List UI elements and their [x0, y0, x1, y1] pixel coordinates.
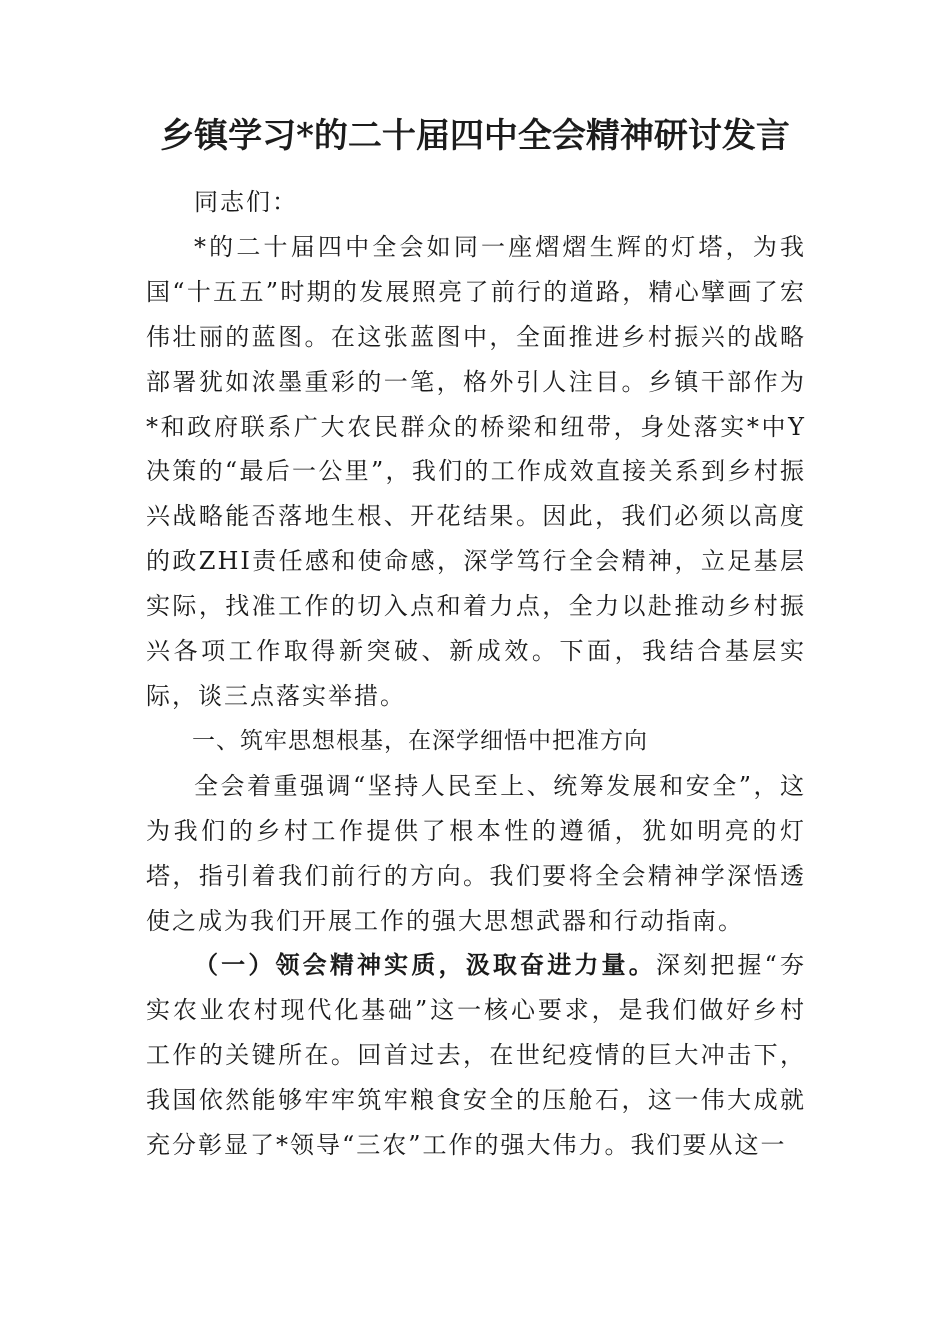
- subsection-1-text: 深刻把握“夯实农业农村现代化基础”这一核心要求，是我们做好乡村工作的关键所在。回首过去，在世纪疫情的巨大冲击下，我国依然能够牢牢筑牢粮食安全的压舱石，这一伟大成就充分彰显了*领导“三农”工作的强大伟力。我们要从这一: [146, 951, 806, 1160]
- document-body: [146, 180, 806, 1168]
- subsection-1-heading: （一）领会精神实质，汲取奋进力量。: [194, 950, 656, 980]
- intro-paragraph: *的二十届四中全会如同一座熠熠生辉的灯塔，为我国“十五五”时期的发展照亮了前行的道路，精心擘画了宏伟壮丽的蓝图。在这张蓝图中，全面推进乡村振兴的战略部署犹如浓墨重彩的一笔，格外引人注目。乡镇干部作为*和政府联系广大农民群众的桥梁和纽带，身处落实*中Y决策的“最后一公里”，我们的工作成效直接关系到乡村振兴战略能否落地生根、开花结果。因此，我们必须以高度的政ZHI责任感和使命感，深学笃行全会精神，立足基层实际，找准工作的切入点和着力点，全力以赴推动乡村振兴各项工作取得新突破、新成效。下面，我结合基层实际，谈三点落实举措。: [146, 232, 806, 710]
- section-1-paragraph: 全会着重强调“坚持人民至上、统筹发展和安全”，这为我们的乡村工作提供了根本性的遵循，犹如明亮的灯塔，指引着我们前行的方向。我们要将全会精神学深悟透使之成为我们开展工作的强大思想武器和行动指南。: [146, 771, 806, 935]
- document-title: 乡镇学习*的二十届四中全会精神研讨发言: [160, 116, 790, 156]
- salutation: 同志们：: [194, 188, 298, 216]
- section-1-heading: 一、筑牢思想根基，在深学细悟中把准方向: [192, 727, 648, 754]
- subsection-1-paragraph: [146, 943, 806, 1168]
